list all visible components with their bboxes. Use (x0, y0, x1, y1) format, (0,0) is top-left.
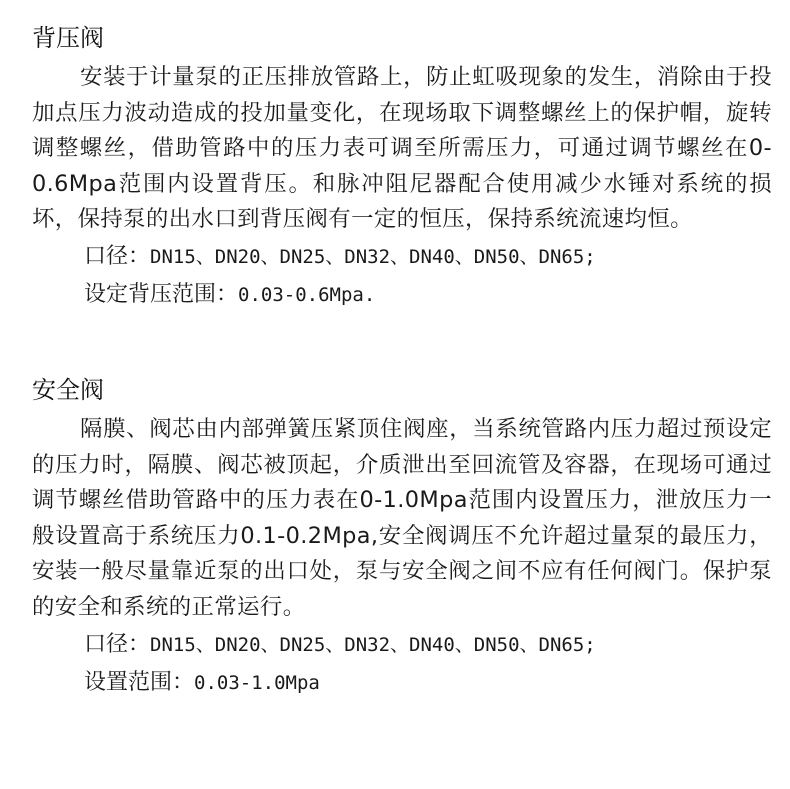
section-description: 隔膜、阀芯由内部弹簧压紧顶住阀座，当系统管路内压力超过预设定的压力时，隔膜、阀芯被顶起，介质泄出至回流管及容器，在现场可通过调节螺丝借助管路中的压力表在0-1.0Mpa范围内设置压力，泄放压力一般设置高于系统压力0.1-0.2Mpa,安全阀调压不允许超过量泵的最压力，安装一般尽量靠近泵的出口处，泵与安全阀之间不应有任何阀门。保护泵的安全和系统的正常运行。 (32, 416, 772, 620)
pressure-range-spec (32, 664, 772, 702)
section-title: 背压阀 (32, 24, 104, 52)
spec-label: 设置范围： (84, 669, 195, 695)
spec-value: DN15、DN20、DN25、DN32、DN40、DN50、DN65; (150, 633, 596, 656)
spec-label: 设定背压范围： (84, 281, 239, 307)
spec-value: DN15、DN20、DN25、DN32、DN40、DN50、DN65; (150, 245, 596, 268)
section-description: 安装于计量泵的正压排放管路上，防止虹吸现象的发生，消除由于投加点压力波动造成的投加量变化，在现场取下调整螺丝上的保护帽，旋转调整螺丝，借助管路中的压力表可调至所需压力，可通过调节螺丝在0-0.6Mpa范围内设置背压。和脉冲阻尼器配合使用减少水锤对系统的损坏，保持泵的出水口到背压阀有一定的恒压，保持系统流速均恒。 (32, 64, 772, 233)
spec-label: 口径： (84, 631, 151, 657)
spec-value: 0.03-1.0Mpa (194, 671, 320, 694)
diameter-spec (32, 626, 772, 664)
spec-label: 口径： (84, 243, 151, 269)
back-pressure-valve-section (32, 22, 772, 314)
spec-value: 0.03-0.6Mpa. (238, 283, 376, 306)
safety-valve-section (32, 374, 772, 702)
pressure-range-spec (32, 276, 772, 314)
section-title: 安全阀 (32, 376, 104, 404)
diameter-spec (32, 238, 772, 276)
